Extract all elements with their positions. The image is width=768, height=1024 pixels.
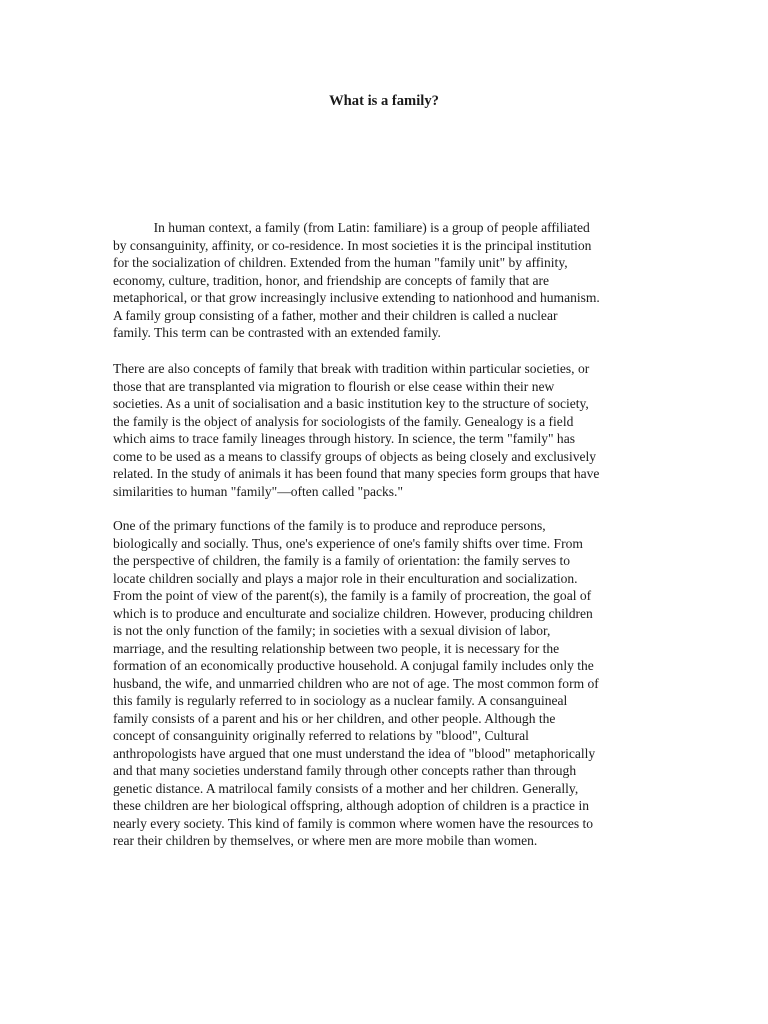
text-line: and that many societies understand family through other concepts rather than through (113, 763, 577, 778)
text-line: family. This term can be contrasted with an extended family. (113, 325, 441, 340)
text-line: the perspective of children, the family is a family of orientation: the family serves to (113, 553, 571, 568)
text-line: societies. As a unit of socialisation and a basic institution key to the structure of society, (113, 396, 589, 411)
text-line: One of the primary functions of the family is to produce and reproduce persons, (113, 518, 546, 533)
text-line: marriage, and the resulting relationship between two people, it is necessary for the (113, 640, 560, 656)
text-line: locate children socially and plays a major role in their enculturation and socialization. (113, 570, 578, 586)
text-line: genetic distance. A matrilocal family consists of a mother and her children. Generally, (113, 780, 579, 796)
text-line: which is to produce and enculturate and socialize children. However, producing children (113, 605, 593, 621)
text-line: There are also concepts of family that break with tradition within particular societies, or (113, 361, 590, 376)
document-title: What is a family? (329, 93, 439, 109)
text-line: A family group consisting of a father, mother and their children is called a nuclear (113, 307, 558, 323)
text-line: economy, culture, tradition, honor, and friendship are concepts of family that are (113, 272, 550, 288)
text-line: metaphorical, or that grow increasingly inclusive extending to nationhood and humanism. (113, 290, 600, 305)
text-line: husband, the wife, and unmarried children who are not of age. The most common form of (113, 675, 599, 691)
text-line: concept of consanguinity originally referred to relations by "blood", Cultural (113, 728, 529, 743)
text-line: family consists of a parent and his or her children, and other people. Although the (113, 710, 556, 726)
text-line: come to be used as a means to classify groups of objects as being closely and exclusively (113, 448, 597, 464)
paragraph-2 (113, 360, 649, 500)
paragraph-3 (113, 517, 649, 850)
text-line: nearly every society. This kind of family is common where women have the resources to (113, 815, 594, 831)
text-line: this family is regularly referred to in sociology as a nuclear family. A consanguineal (113, 693, 568, 708)
text-line: formation of an economically productive household. A conjugal family includes only the (113, 658, 594, 673)
text-line: is not the only function of the family; in societies with a sexual division of labor, (113, 623, 551, 638)
text-line: which aims to trace family lineages through history. In science, the term "family" has (113, 431, 575, 446)
text-line: anthropologists have argued that one must understand the idea of "blood" metaphorically (113, 745, 596, 761)
text-line: those that are transplanted via migration to flourish or else cease within their new (113, 378, 555, 394)
text-line: biologically and socially. Thus, one's experience of one's family shifts over time. From (113, 535, 583, 551)
text-line: rear their children by themselves, or where men are more mobile than women. (113, 833, 538, 848)
paragraph-1 (113, 219, 649, 342)
text-line: by consanguinity, affinity, or co-residence. In most societies it is the principal institution (113, 237, 592, 253)
text-line: related. In the study of animals it has been found that many species form groups that have (113, 466, 600, 481)
text-line: From the point of view of the parent(s), the family is a family of procreation, the goal of (113, 588, 592, 603)
text-line: for the socialization of children. Extended from the human "family unit" by affinity, (113, 255, 568, 270)
text-line: In human context, a family (from Latin: familiare) is a group of people affiliated (113, 220, 590, 235)
text-line: the family is the object of analysis for sociologists of the family. Genealogy is a field (113, 413, 574, 429)
text-line: similarities to human "family"—often called "packs." (113, 483, 403, 499)
text-line: these children are her biological offspring, although adoption of children is a practice in (113, 798, 589, 813)
